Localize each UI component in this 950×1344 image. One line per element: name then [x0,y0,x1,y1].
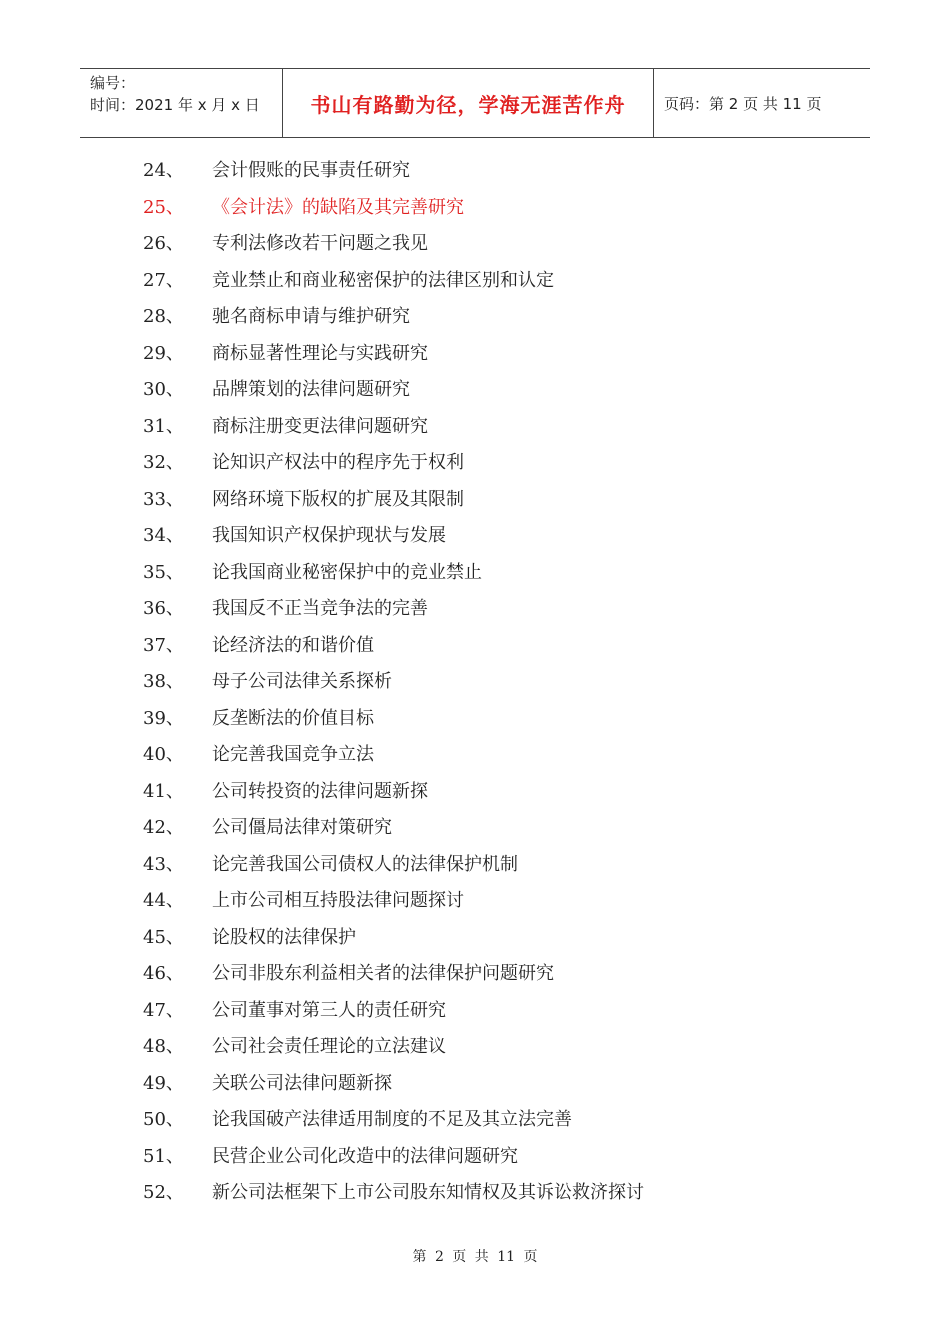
item-title: 品牌策划的法律问题研究 [212,379,410,400]
list-item [0,409,950,446]
item-title: 专利法修改若干问题之我见 [212,233,428,254]
item-number: 28、 [143,306,184,327]
item-title: 商标显著性理论与实践研究 [212,342,428,364]
item-title: 竞业禁止和商业秘密保护的法律区别和认定 [212,269,554,291]
item-number: 38、 [143,671,184,692]
document-number-label: 编号： [90,74,136,92]
list-item [0,372,950,409]
item-title: 新公司法框架下上市公司股东知情权及其诉讼救济探讨 [212,1182,644,1203]
item-number: 46、 [143,963,184,984]
item-number: 30、 [143,379,184,400]
list-item [0,701,950,738]
list-item [0,774,950,811]
item-title: 民营企业公司化改造中的法律问题研究 [212,1145,518,1167]
item-number: 31、 [143,415,184,437]
document-date: 时间：2021 年 x 月 x 日 [90,96,260,114]
topic-list [0,153,950,1212]
list-item [0,847,950,884]
list-item [0,226,950,263]
item-number: 36、 [143,598,184,619]
item-title: 关联公司法律问题新探 [212,1072,392,1094]
item-title: 论完善我国竞争立法 [212,744,374,765]
item-title: 公司社会责任理论的立法建议 [212,1036,446,1057]
item-number: 33、 [143,488,184,510]
item-number: 37、 [143,634,184,656]
item-number: 50、 [143,1109,184,1130]
item-number: 42、 [143,817,184,838]
item-number: 49、 [143,1072,184,1094]
item-title: 论股权的法律保护 [212,926,356,948]
item-title: 公司转投资的法律问题新探 [212,780,428,802]
item-title: 反垄断法的价值目标 [212,707,374,729]
item-number: 24、 [143,160,184,181]
list-item [0,153,950,190]
item-number: 41、 [143,780,184,802]
item-title: 商标注册变更法律问题研究 [212,415,428,437]
list-item [0,263,950,300]
item-title: 网络环境下版权的扩展及其限制 [212,488,464,510]
item-title: 论我国破产法律适用制度的不足及其立法完善 [212,1109,572,1130]
page-header [80,68,870,138]
item-number: 43、 [143,853,184,875]
list-item [0,299,950,336]
item-number: 29、 [143,342,184,364]
header-motto: 书山有路勤为径，学海无涯苦作舟 [282,69,654,137]
list-item [0,591,950,628]
item-number: 32、 [143,452,184,473]
page-footer: 第 2 页 共 11 页 [412,1249,538,1265]
item-number: 47、 [143,999,184,1021]
item-title: 论知识产权法中的程序先于权利 [212,452,464,473]
item-number: 40、 [143,744,184,765]
item-number: 48、 [143,1036,184,1057]
list-item [0,737,950,774]
item-title: 上市公司相互持股法律问题探讨 [212,890,464,911]
item-number: 25、 [143,196,184,218]
item-number: 27、 [143,269,184,291]
item-number: 52、 [143,1182,184,1203]
item-number: 45、 [143,926,184,948]
list-item [0,883,950,920]
item-title: 会计假账的民事责任研究 [212,160,410,181]
item-number: 34、 [143,525,184,546]
item-title: 《会计法》的缺陷及其完善研究 [212,196,464,218]
item-title: 论完善我国公司债权人的法律保护机制 [212,853,518,875]
item-title: 我国知识产权保护现状与发展 [212,525,446,546]
list-item [0,1066,950,1103]
list-item [0,445,950,482]
item-title: 母子公司法律关系探析 [212,671,392,692]
header-meta [80,69,282,137]
item-title: 驰名商标申请与维护研究 [212,306,410,327]
list-item [0,1175,950,1212]
list-item [0,1139,950,1176]
item-number: 26、 [143,233,184,254]
item-number: 35、 [143,561,184,583]
header-page-info: 页码：第 2 页 共 11 页 [664,94,822,113]
item-number: 39、 [143,707,184,729]
list-item [0,190,950,227]
list-item [0,993,950,1030]
item-number: 44、 [143,890,184,911]
list-item [0,628,950,665]
list-item [0,555,950,592]
list-item [0,1029,950,1066]
item-title: 公司非股东利益相关者的法律保护问题研究 [212,963,554,984]
list-item [0,956,950,993]
item-title: 公司僵局法律对策研究 [212,817,392,838]
list-item [0,518,950,555]
list-item [0,1102,950,1139]
item-title: 公司董事对第三人的责任研究 [212,999,446,1021]
list-item [0,336,950,373]
item-title: 论经济法的和谐价值 [212,634,374,656]
list-item [0,920,950,957]
list-item [0,664,950,701]
item-number: 51、 [143,1145,184,1167]
list-item [0,810,950,847]
item-title: 论我国商业秘密保护中的竞业禁止 [212,561,482,583]
list-item [0,482,950,519]
item-title: 我国反不正当竞争法的完善 [212,598,428,619]
